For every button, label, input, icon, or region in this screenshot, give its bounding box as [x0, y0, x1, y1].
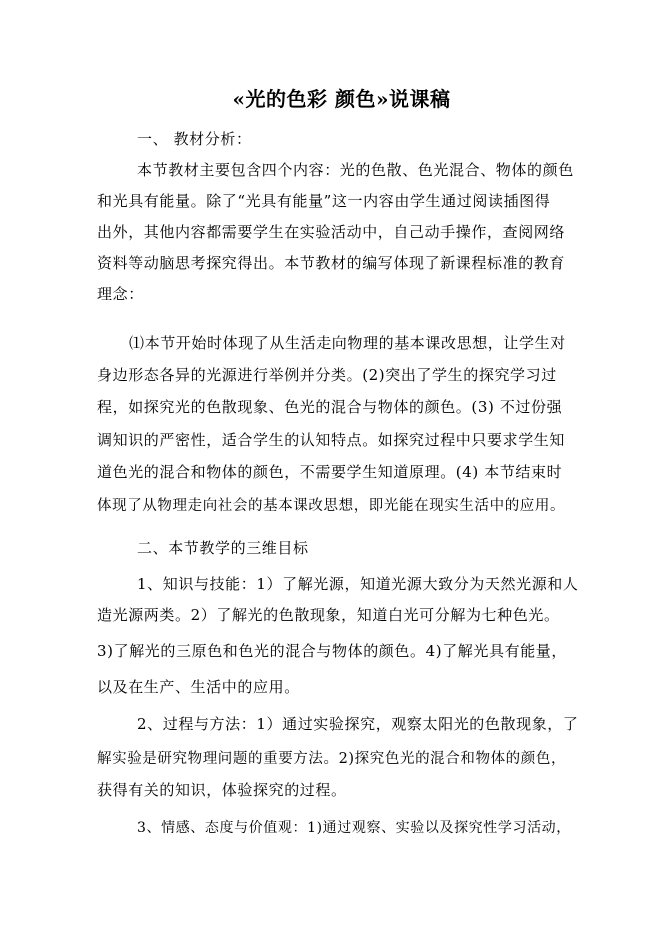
paragraph-line: 身边形态各异的光源进行举例并分类。(2)突出了学生的探究学习过: [97, 366, 557, 384]
paragraph-line: 出外，其他内容都需要学生在实验活动中，自己动手操作，查阅网络: [97, 223, 566, 241]
paragraph-line: 理念：: [97, 285, 144, 303]
paragraph-line: 程，如探究光的色散现象、色光的混合与物体的颜色。(3) 不过份强: [97, 398, 563, 416]
paragraph-line: 3)了解光的三原色和色光的混合与物体的颜色。4)了解光具有能量，: [97, 642, 567, 660]
paragraph-line: 道色光的混合和物体的颜色，不需要学生知道原理。(4) 本节结束时: [97, 463, 563, 481]
document-title-text: «光的色彩 颜色»说课稿: [232, 87, 451, 111]
paragraph-line: 和光具有能量。除了“光具有能量”这一内容由学生通过阅读插图得: [97, 192, 551, 210]
section-heading-analysis: 一、 教材分析：: [137, 130, 252, 148]
paragraph-line: 2、过程与方法：1）通过实验探究，观察太阳光的色散现象，了: [137, 715, 579, 733]
paragraph-line: ⑴本节开始时体现了从生活走向物理的基本课改思想，让学生对: [129, 334, 566, 352]
paragraph-line: 3、情感、态度与价值观：1)通过观察、实验以及探究性学习活动，: [137, 820, 571, 836]
paragraph-line: 解实验是研究物理问题的重要方法。2)探究色光的混合和物体的颜色，: [97, 751, 567, 767]
paragraph-line: 体现了从物理走向社会的基本课改思想，即光能在现实生活中的应用。: [97, 498, 566, 514]
paragraph-line: 调知识的严密性，适合学生的认知特点。如探究过程中只要求学生知: [97, 431, 566, 449]
paragraph-line: 以及在生产、生活中的应用。: [97, 678, 300, 696]
paragraph-line: 1、知识与技能：1）了解光源，知道光源大致分为天然光源和人: [137, 575, 579, 593]
document-title: [0, 83, 661, 112]
paragraph-line: 获得有关的知识，体验探究的过程。: [97, 781, 347, 799]
paragraph-line: 造光源两类。2）了解光的色散现象，知道白光可分解为七种色光。: [97, 606, 560, 624]
paragraph-line: 资料等动脑思考探究得出。本节教材的编写体现了新课程标准的教育: [97, 254, 566, 272]
section-heading-goals: 二、本节教学的三维目标: [137, 539, 309, 557]
paragraph-line: 本节教材主要包含四个内容：光的色散、色光混合、物体的颜色: [137, 161, 574, 179]
